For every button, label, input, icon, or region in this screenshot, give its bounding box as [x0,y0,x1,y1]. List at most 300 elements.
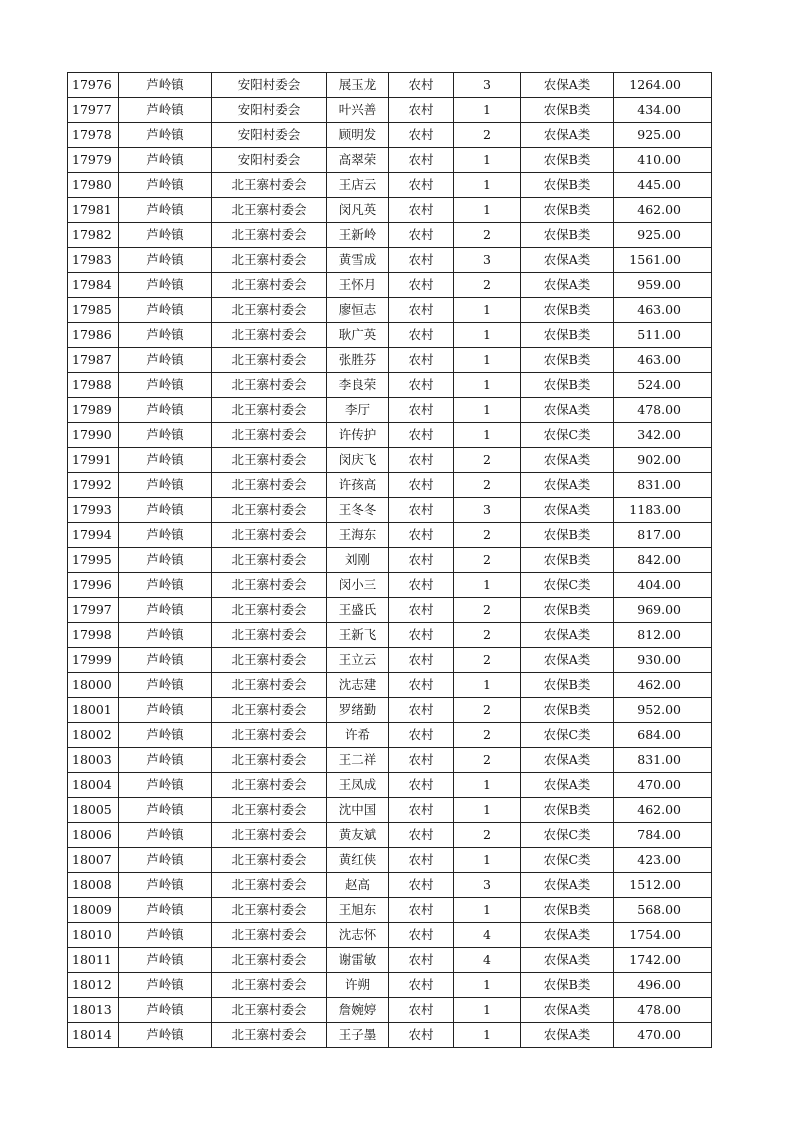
town-cell: 芦岭镇 [119,798,212,823]
household-count-cell: 1 [454,973,521,998]
record-id-cell: 17989 [68,398,119,423]
record-id-cell: 17981 [68,198,119,223]
record-id-cell: 18002 [68,723,119,748]
household-count-cell: 1 [454,798,521,823]
person-name-cell: 王二祥 [327,748,389,773]
amount-cell: 784.00 [614,823,712,848]
village-committee-cell: 北王寨村委会 [212,973,327,998]
record-id-cell: 17977 [68,98,119,123]
town-cell: 芦岭镇 [119,248,212,273]
household-count-cell: 4 [454,923,521,948]
insurance-category-cell: 农保B类 [521,348,614,373]
table-row [68,173,712,198]
table-row [68,798,712,823]
amount-cell: 930.00 [614,648,712,673]
village-committee-cell: 北王寨村委会 [212,673,327,698]
village-committee-cell: 安阳村委会 [212,148,327,173]
person-name-cell: 王盛氏 [327,598,389,623]
table-row [68,123,712,148]
record-id-cell: 18013 [68,998,119,1023]
residence-type-cell: 农村 [389,273,454,298]
residence-type-cell: 农村 [389,698,454,723]
household-count-cell: 1 [454,173,521,198]
amount-cell: 831.00 [614,748,712,773]
record-id-cell: 17978 [68,123,119,148]
amount-cell: 410.00 [614,148,712,173]
residence-type-cell: 农村 [389,823,454,848]
village-committee-cell: 北王寨村委会 [212,548,327,573]
household-count-cell: 1 [454,198,521,223]
amount-cell: 925.00 [614,123,712,148]
town-cell: 芦岭镇 [119,748,212,773]
record-id-cell: 17983 [68,248,119,273]
person-name-cell: 王新岭 [327,223,389,248]
residence-type-cell: 农村 [389,848,454,873]
record-id-cell: 17984 [68,273,119,298]
household-count-cell: 2 [454,648,521,673]
residence-type-cell: 农村 [389,498,454,523]
insurance-category-cell: 农保A类 [521,123,614,148]
insurance-category-cell: 农保B类 [521,673,614,698]
town-cell: 芦岭镇 [119,498,212,523]
residence-type-cell: 农村 [389,73,454,98]
record-id-cell: 18003 [68,748,119,773]
insurance-category-cell: 农保B类 [521,198,614,223]
town-cell: 芦岭镇 [119,773,212,798]
insurance-category-cell: 农保C类 [521,573,614,598]
table-row [68,148,712,173]
insurance-category-cell: 农保B类 [521,548,614,573]
table-row [68,1023,712,1048]
record-id-cell: 18007 [68,848,119,873]
record-id-cell: 17997 [68,598,119,623]
amount-cell: 969.00 [614,598,712,623]
record-id-cell: 18008 [68,873,119,898]
village-committee-cell: 北王寨村委会 [212,873,327,898]
residence-type-cell: 农村 [389,798,454,823]
residence-type-cell: 农村 [389,898,454,923]
village-committee-cell: 北王寨村委会 [212,998,327,1023]
person-name-cell: 王凤成 [327,773,389,798]
amount-cell: 342.00 [614,423,712,448]
household-count-cell: 1 [454,148,521,173]
record-id-cell: 17998 [68,623,119,648]
person-name-cell: 许希 [327,723,389,748]
amount-cell: 831.00 [614,473,712,498]
record-id-cell: 17992 [68,473,119,498]
village-committee-cell: 北王寨村委会 [212,598,327,623]
village-committee-cell: 北王寨村委会 [212,948,327,973]
village-committee-cell: 北王寨村委会 [212,398,327,423]
insurance-category-cell: 农保A类 [521,398,614,423]
household-count-cell: 1 [454,773,521,798]
household-count-cell: 2 [454,448,521,473]
record-id-cell: 17982 [68,223,119,248]
household-count-cell: 1 [454,323,521,348]
table-row [68,198,712,223]
person-name-cell: 许孩高 [327,473,389,498]
table-row [68,73,712,98]
insurance-category-cell: 农保A类 [521,748,614,773]
amount-cell: 568.00 [614,898,712,923]
village-committee-cell: 北王寨村委会 [212,298,327,323]
insurance-category-cell: 农保A类 [521,498,614,523]
town-cell: 芦岭镇 [119,148,212,173]
town-cell: 芦岭镇 [119,1023,212,1048]
residence-type-cell: 农村 [389,173,454,198]
table-row [68,998,712,1023]
table-row [68,623,712,648]
village-committee-cell: 北王寨村委会 [212,198,327,223]
town-cell: 芦岭镇 [119,348,212,373]
insurance-category-cell: 农保B类 [521,323,614,348]
residence-type-cell: 农村 [389,198,454,223]
roster-table [67,72,712,1048]
insurance-category-cell: 农保B类 [521,598,614,623]
household-count-cell: 1 [454,898,521,923]
town-cell: 芦岭镇 [119,548,212,573]
residence-type-cell: 农村 [389,873,454,898]
village-committee-cell: 安阳村委会 [212,98,327,123]
table-row [68,898,712,923]
table-row [68,423,712,448]
record-id-cell: 18004 [68,773,119,798]
town-cell: 芦岭镇 [119,873,212,898]
insurance-category-cell: 农保B类 [521,973,614,998]
record-id-cell: 17995 [68,548,119,573]
town-cell: 芦岭镇 [119,423,212,448]
household-count-cell: 3 [454,873,521,898]
amount-cell: 496.00 [614,973,712,998]
residence-type-cell: 农村 [389,973,454,998]
village-committee-cell: 北王寨村委会 [212,773,327,798]
insurance-category-cell: 农保A类 [521,448,614,473]
village-committee-cell: 北王寨村委会 [212,623,327,648]
town-cell: 芦岭镇 [119,823,212,848]
table-row [68,248,712,273]
person-name-cell: 王新飞 [327,623,389,648]
amount-cell: 1754.00 [614,923,712,948]
person-name-cell: 顾明发 [327,123,389,148]
amount-cell: 462.00 [614,673,712,698]
household-count-cell: 1 [454,848,521,873]
residence-type-cell: 农村 [389,423,454,448]
household-count-cell: 3 [454,248,521,273]
person-name-cell: 叶兴善 [327,98,389,123]
person-name-cell: 耿广英 [327,323,389,348]
record-id-cell: 18014 [68,1023,119,1048]
village-committee-cell: 北王寨村委会 [212,248,327,273]
amount-cell: 462.00 [614,198,712,223]
town-cell: 芦岭镇 [119,698,212,723]
record-id-cell: 17996 [68,573,119,598]
record-id-cell: 17979 [68,148,119,173]
residence-type-cell: 农村 [389,398,454,423]
residence-type-cell: 农村 [389,473,454,498]
record-id-cell: 18011 [68,948,119,973]
village-committee-cell: 北王寨村委会 [212,823,327,848]
record-id-cell: 17976 [68,73,119,98]
person-name-cell: 赵高 [327,873,389,898]
table-row [68,948,712,973]
person-name-cell: 黄雪成 [327,248,389,273]
amount-cell: 842.00 [614,548,712,573]
household-count-cell: 1 [454,673,521,698]
residence-type-cell: 农村 [389,773,454,798]
household-count-cell: 2 [454,823,521,848]
town-cell: 芦岭镇 [119,473,212,498]
amount-cell: 463.00 [614,348,712,373]
residence-type-cell: 农村 [389,323,454,348]
person-name-cell: 沈志建 [327,673,389,698]
table-row [68,523,712,548]
person-name-cell: 闵小三 [327,573,389,598]
insurance-category-cell: 农保A类 [521,873,614,898]
town-cell: 芦岭镇 [119,998,212,1023]
insurance-category-cell: 农保B类 [521,898,614,923]
village-committee-cell: 北王寨村委会 [212,798,327,823]
residence-type-cell: 农村 [389,598,454,623]
residence-type-cell: 农村 [389,623,454,648]
insurance-category-cell: 农保A类 [521,773,614,798]
town-cell: 芦岭镇 [119,648,212,673]
village-committee-cell: 北王寨村委会 [212,323,327,348]
table-row [68,848,712,873]
insurance-category-cell: 农保A类 [521,273,614,298]
person-name-cell: 王旭东 [327,898,389,923]
record-id-cell: 17988 [68,373,119,398]
household-count-cell: 1 [454,1023,521,1048]
table-row [68,498,712,523]
household-count-cell: 2 [454,598,521,623]
record-id-cell: 18001 [68,698,119,723]
town-cell: 芦岭镇 [119,173,212,198]
household-count-cell: 2 [454,523,521,548]
person-name-cell: 王冬冬 [327,498,389,523]
amount-cell: 423.00 [614,848,712,873]
insurance-category-cell: 农保B类 [521,298,614,323]
person-name-cell: 罗绪勤 [327,698,389,723]
record-id-cell: 17990 [68,423,119,448]
town-cell: 芦岭镇 [119,398,212,423]
insurance-category-cell: 农保C类 [521,423,614,448]
amount-cell: 445.00 [614,173,712,198]
residence-type-cell: 农村 [389,348,454,373]
residence-type-cell: 农村 [389,948,454,973]
amount-cell: 1742.00 [614,948,712,973]
residence-type-cell: 农村 [389,748,454,773]
amount-cell: 463.00 [614,298,712,323]
residence-type-cell: 农村 [389,723,454,748]
village-committee-cell: 北王寨村委会 [212,748,327,773]
amount-cell: 511.00 [614,323,712,348]
town-cell: 芦岭镇 [119,973,212,998]
town-cell: 芦岭镇 [119,323,212,348]
amount-cell: 952.00 [614,698,712,723]
insurance-category-cell: 农保B类 [521,698,614,723]
residence-type-cell: 农村 [389,573,454,598]
table-row [68,698,712,723]
record-id-cell: 17991 [68,448,119,473]
town-cell: 芦岭镇 [119,673,212,698]
table-row [68,323,712,348]
table-row [68,748,712,773]
amount-cell: 817.00 [614,523,712,548]
person-name-cell: 沈志怀 [327,923,389,948]
person-name-cell: 沈中国 [327,798,389,823]
amount-cell: 478.00 [614,398,712,423]
record-id-cell: 17987 [68,348,119,373]
amount-cell: 478.00 [614,998,712,1023]
household-count-cell: 2 [454,548,521,573]
record-id-cell: 18009 [68,898,119,923]
record-id-cell: 18005 [68,798,119,823]
village-committee-cell: 北王寨村委会 [212,723,327,748]
amount-cell: 1264.00 [614,73,712,98]
village-committee-cell: 北王寨村委会 [212,273,327,298]
village-committee-cell: 北王寨村委会 [212,498,327,523]
amount-cell: 925.00 [614,223,712,248]
town-cell: 芦岭镇 [119,573,212,598]
town-cell: 芦岭镇 [119,123,212,148]
person-name-cell: 高翠荣 [327,148,389,173]
amount-cell: 1512.00 [614,873,712,898]
record-id-cell: 18010 [68,923,119,948]
residence-type-cell: 农村 [389,448,454,473]
roster-sheet [67,72,711,1048]
household-count-cell: 4 [454,948,521,973]
insurance-category-cell: 农保B类 [521,98,614,123]
person-name-cell: 李厅 [327,398,389,423]
amount-cell: 470.00 [614,1023,712,1048]
table-row [68,398,712,423]
village-committee-cell: 北王寨村委会 [212,373,327,398]
household-count-cell: 2 [454,623,521,648]
amount-cell: 524.00 [614,373,712,398]
village-committee-cell: 北王寨村委会 [212,923,327,948]
residence-type-cell: 农村 [389,648,454,673]
amount-cell: 1183.00 [614,498,712,523]
record-id-cell: 18000 [68,673,119,698]
village-committee-cell: 北王寨村委会 [212,448,327,473]
person-name-cell: 王立云 [327,648,389,673]
household-count-cell: 2 [454,123,521,148]
table-row [68,673,712,698]
table-row [68,598,712,623]
table-row [68,548,712,573]
insurance-category-cell: 农保B类 [521,223,614,248]
person-name-cell: 黄红侠 [327,848,389,873]
town-cell: 芦岭镇 [119,923,212,948]
amount-cell: 812.00 [614,623,712,648]
person-name-cell: 谢雷敏 [327,948,389,973]
household-count-cell: 1 [454,98,521,123]
table-row [68,98,712,123]
record-id-cell: 18006 [68,823,119,848]
town-cell: 芦岭镇 [119,898,212,923]
insurance-category-cell: 农保B类 [521,523,614,548]
person-name-cell: 詹婉婷 [327,998,389,1023]
village-committee-cell: 北王寨村委会 [212,698,327,723]
person-name-cell: 王海东 [327,523,389,548]
village-committee-cell: 安阳村委会 [212,123,327,148]
town-cell: 芦岭镇 [119,948,212,973]
town-cell: 芦岭镇 [119,523,212,548]
person-name-cell: 李良荣 [327,373,389,398]
table-row [68,273,712,298]
town-cell: 芦岭镇 [119,598,212,623]
insurance-category-cell: 农保A类 [521,948,614,973]
insurance-category-cell: 农保B类 [521,798,614,823]
person-name-cell: 廖恒志 [327,298,389,323]
household-count-cell: 2 [454,723,521,748]
town-cell: 芦岭镇 [119,223,212,248]
insurance-category-cell: 农保A类 [521,623,614,648]
table-row [68,573,712,598]
village-committee-cell: 北王寨村委会 [212,573,327,598]
village-committee-cell: 北王寨村委会 [212,648,327,673]
household-count-cell: 2 [454,698,521,723]
town-cell: 芦岭镇 [119,98,212,123]
household-count-cell: 1 [454,423,521,448]
record-id-cell: 17999 [68,648,119,673]
village-committee-cell: 北王寨村委会 [212,1023,327,1048]
village-committee-cell: 安阳村委会 [212,73,327,98]
insurance-category-cell: 农保A类 [521,473,614,498]
record-id-cell: 17993 [68,498,119,523]
person-name-cell: 张胜芬 [327,348,389,373]
table-row [68,298,712,323]
table-row [68,773,712,798]
table-row [68,973,712,998]
table-row [68,823,712,848]
amount-cell: 1561.00 [614,248,712,273]
record-id-cell: 17986 [68,323,119,348]
town-cell: 芦岭镇 [119,723,212,748]
insurance-category-cell: 农保A类 [521,923,614,948]
record-id-cell: 17980 [68,173,119,198]
household-count-cell: 2 [454,748,521,773]
amount-cell: 434.00 [614,98,712,123]
insurance-category-cell: 农保C类 [521,723,614,748]
village-committee-cell: 北王寨村委会 [212,523,327,548]
table-row [68,648,712,673]
table-row [68,348,712,373]
insurance-category-cell: 农保C类 [521,848,614,873]
amount-cell: 902.00 [614,448,712,473]
insurance-category-cell: 农保A类 [521,73,614,98]
record-id-cell: 17994 [68,523,119,548]
person-name-cell: 闵凡英 [327,198,389,223]
household-count-cell: 3 [454,73,521,98]
residence-type-cell: 农村 [389,123,454,148]
person-name-cell: 王子墨 [327,1023,389,1048]
household-count-cell: 1 [454,348,521,373]
person-name-cell: 展玉龙 [327,73,389,98]
person-name-cell: 黄友斌 [327,823,389,848]
insurance-category-cell: 农保B类 [521,373,614,398]
household-count-cell: 1 [454,373,521,398]
village-committee-cell: 北王寨村委会 [212,473,327,498]
residence-type-cell: 农村 [389,373,454,398]
amount-cell: 959.00 [614,273,712,298]
insurance-category-cell: 农保A类 [521,1023,614,1048]
person-name-cell: 刘刚 [327,548,389,573]
residence-type-cell: 农村 [389,673,454,698]
insurance-category-cell: 农保B类 [521,148,614,173]
household-count-cell: 3 [454,498,521,523]
amount-cell: 462.00 [614,798,712,823]
